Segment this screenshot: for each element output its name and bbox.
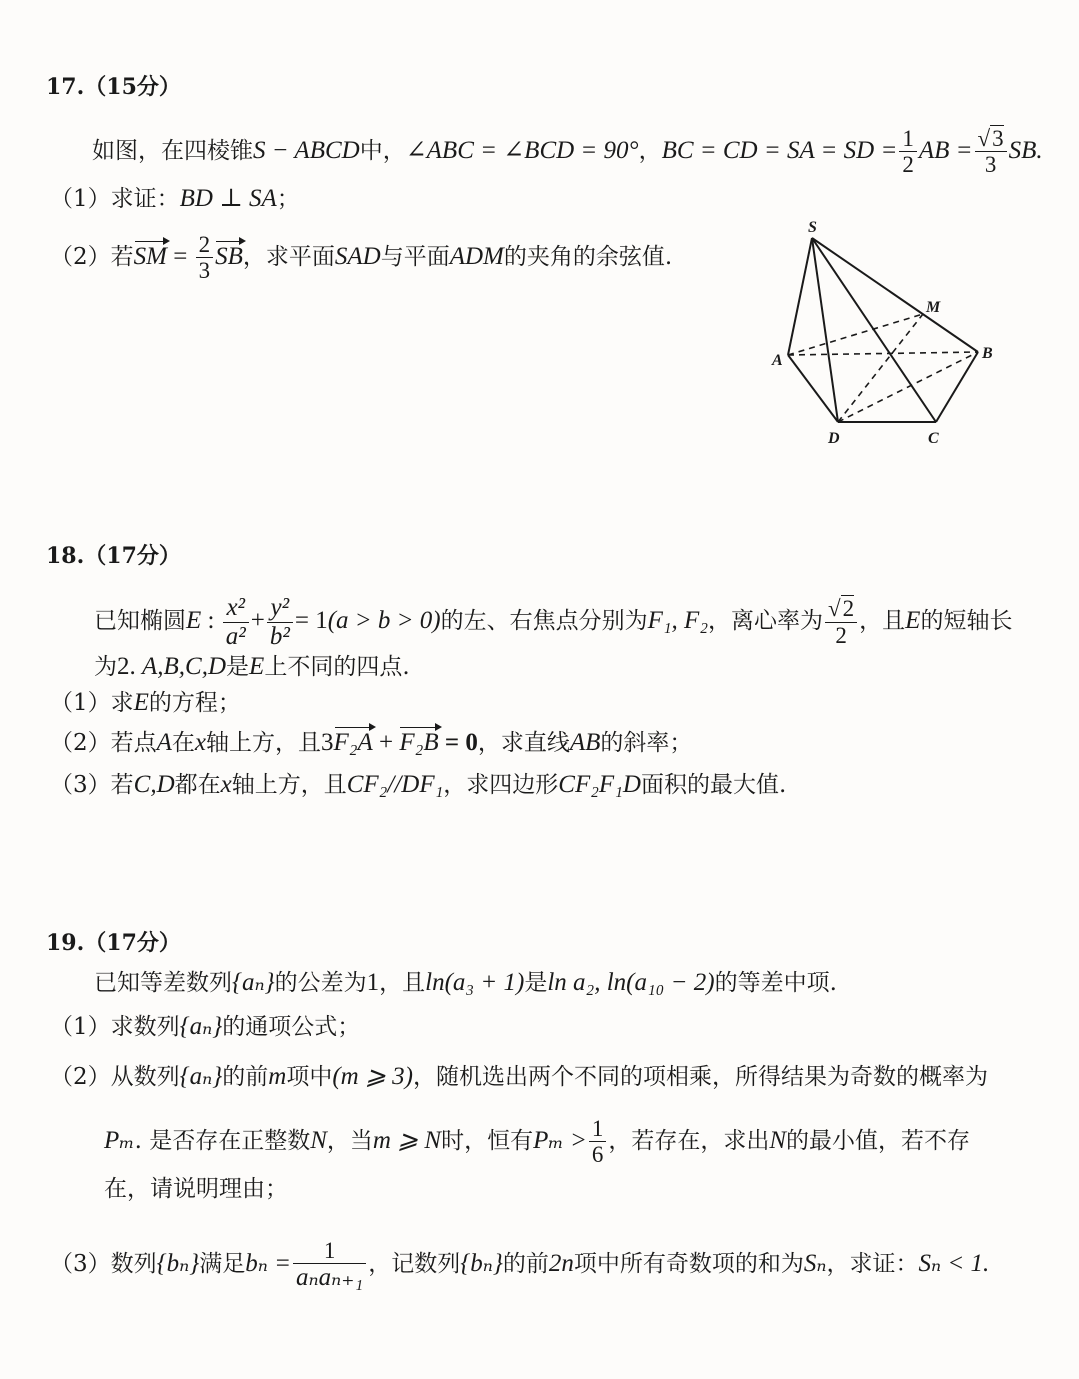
vertex-label-s: S — [808, 219, 817, 236]
q19-p2b-t3: 时，恒有 — [441, 1127, 534, 1154]
q18-eq: = 1 — [294, 607, 328, 634]
q17-part1-math: BD ⊥ SA — [179, 185, 277, 212]
edge-sa — [788, 238, 812, 355]
q18-heading: 18.（17分） — [46, 543, 181, 569]
q19-part3-t4: 项中所有奇数项的和为 — [573, 1250, 804, 1277]
q18-y-fraction: $\frac{\text{y²}}{\text{b²}}$ — [267, 594, 293, 650]
q17-part1-end: ； — [276, 186, 300, 212]
q19-l1-t1: 已知等差数列 — [94, 970, 232, 996]
q19-part3-t1: 满足 — [199, 1250, 246, 1277]
q18-l1-tail: ，且 — [859, 608, 906, 634]
q19-p2b-t4: ，若存在，求出 — [608, 1127, 770, 1154]
q19-pm-gt: Pₘ > — [533, 1126, 587, 1154]
q19-part2-t2: 项中 — [286, 1064, 333, 1090]
q19-part2-seq: {aₙ} — [179, 1063, 223, 1090]
q19-part3-t5: ，求证： — [826, 1250, 919, 1277]
q18-l2-dot: . — [129, 653, 142, 680]
q19-p2b-t1: . 是否存在正整数 — [134, 1127, 311, 1154]
q17-angles: ∠ABC = ∠BCD = 90° — [405, 136, 639, 164]
q19-bn-fraction: $\frac{1}{\text{aₙaₙ₊₁}}$ — [293, 1238, 366, 1292]
q18-ellipse-name-2: E — [905, 607, 921, 634]
q18-l2-text: 为 — [94, 654, 117, 680]
q18-coef-3: 3 — [321, 729, 334, 756]
edge-dm-hidden — [838, 314, 923, 422]
edge-ab-hidden — [788, 352, 978, 355]
q18-plus: + — [250, 607, 265, 634]
q18-part2-label: （2）若点 — [50, 730, 157, 756]
q17-plane-sad: SAD — [334, 242, 381, 270]
q18-part1-end: 的方程； — [148, 690, 241, 716]
q19-diff-one: 1 — [366, 969, 380, 996]
q18-axis-length: 2 — [117, 653, 130, 680]
q18-x-axis-2: x — [220, 771, 232, 798]
q19-part1-seq: {aₙ} — [179, 1013, 223, 1040]
q19-part2-m: m — [268, 1063, 287, 1090]
q18-x-fraction: $\frac{\text{x²}}{\text{a²}}$ — [223, 594, 249, 650]
q19-part2-line2 — [104, 1116, 970, 1168]
vertex-label-m: M — [926, 299, 941, 316]
q19-part3-t3: 的前 — [502, 1250, 549, 1277]
q18-l2-end: 上不同的四点. — [264, 654, 410, 680]
q17-intro-sep: ， — [638, 137, 662, 164]
q19-part2-t3: ，随机选出两个不同的项相乘，所得结果为奇数的概率为 — [413, 1064, 988, 1090]
q18-intro-line1 — [94, 594, 1012, 650]
q19-pm: Pₘ — [104, 1126, 135, 1154]
q18-part1-label: （1）求 — [50, 690, 134, 716]
q18-intro-line2 — [94, 652, 410, 682]
q17-part2-label: （2）若 — [50, 243, 134, 270]
q19-inequality: Sₙ < 1. — [918, 1249, 990, 1277]
q19-part1-label: （1）求数列 — [50, 1014, 180, 1040]
q19-heading: 19.（17分） — [46, 930, 181, 956]
q19-l1-t2: 的公差为 — [274, 970, 367, 996]
q18-ellipse-name: E — [186, 607, 202, 634]
q19-l1-t4: 是 — [524, 970, 548, 996]
q18-part2-t1: 在 — [171, 730, 195, 756]
q19-intro — [94, 968, 837, 998]
q18-point-a: A — [156, 729, 172, 756]
q18-part2 — [50, 728, 692, 758]
q17-half-fraction: $\frac{1}{2}$ — [899, 126, 917, 178]
q17-part1-label: （1）求证： — [50, 186, 180, 212]
q19-n: N — [310, 1126, 327, 1154]
q19-p2b-t2: ，当 — [326, 1127, 373, 1154]
q18-part3-t2: 轴上方，且 — [231, 772, 347, 798]
q18-line-ab: AB — [569, 729, 601, 756]
q19-seq-a: {aₙ} — [232, 969, 275, 996]
q19-part1 — [50, 1012, 360, 1042]
q17-ab-eq: AB = — [918, 136, 973, 164]
q18-l1-prefix: 已知椭圆 — [94, 608, 186, 634]
q18-l1-tail2: 的短轴长 — [920, 608, 1013, 634]
q19-n-2: N — [769, 1126, 787, 1154]
q19-part2-line3: 在，请说明理由； — [104, 1176, 288, 1202]
vertex-label-c: C — [928, 430, 939, 447]
q19-one-sixth: $\frac{1}{6}$ — [589, 1116, 607, 1168]
q19-part2-t1: 的前 — [222, 1064, 269, 1090]
q17-intro — [92, 126, 1043, 178]
q17-vector-sm: SM — [133, 242, 167, 270]
q19-part3-t2: ，记数列 — [368, 1250, 461, 1277]
q18-vec-plus: + — [372, 729, 400, 756]
q17-pyramid: S − ABCD — [253, 136, 360, 164]
q17-equalities: BC = CD = SA = SD = — [661, 136, 898, 164]
edge-sb — [812, 238, 978, 352]
q19-seq-b-2: {bₙ} — [460, 1249, 503, 1277]
q18-part2-t3: ，求直线 — [477, 730, 570, 756]
q17-part2 — [50, 232, 672, 284]
q18-x-axis: x — [194, 729, 207, 756]
q19-part1-end: 的通项公式； — [222, 1014, 361, 1040]
vertex-label-b: B — [982, 345, 993, 362]
q18-ecc-fraction: $\frac{√2}{2}$ — [825, 596, 857, 648]
q18-eccentricity-text: ，离心率为 — [708, 608, 824, 634]
q19-seq-b: {bₙ} — [156, 1249, 200, 1277]
q18-part3-t4: 面积的最大值. — [640, 772, 787, 798]
q18-zero: = 0 — [438, 729, 478, 756]
q19-ln-term: ln(a₃ + 1) — [425, 969, 525, 996]
q18-l1-text: 的左、右焦点分别为 — [440, 608, 648, 634]
q17-sqrt3-fraction: $\frac{√3}{3}$ — [975, 126, 1007, 178]
q19-m-ge-n: m ⩾ N — [372, 1126, 442, 1154]
q18-part1-E: E — [133, 689, 149, 716]
q19-part3 — [50, 1238, 989, 1292]
q18-vector-f2b: F₂B — [399, 729, 439, 756]
q18-points: A,B,C,D — [142, 653, 227, 680]
q19-2n: 2n — [548, 1249, 574, 1277]
q19-part2-cond: (m ⩾ 3) — [332, 1063, 413, 1090]
q19-sn: Sₙ — [803, 1249, 827, 1277]
q17-intro-mid: 中， — [359, 137, 406, 164]
q17-part2-text1: ，求平面 — [242, 243, 335, 270]
edge-sd — [812, 238, 838, 422]
q18-part3 — [50, 770, 786, 800]
q18-vector-f2a: F₂A — [333, 729, 373, 756]
q19-l1-t3: ，且 — [379, 970, 426, 996]
q18-l2-is: 是 — [226, 654, 250, 680]
q17-intro-prefix: 如图，在四棱锥 — [92, 137, 253, 164]
q19-part2-label: （2）从数列 — [50, 1064, 180, 1090]
q18-part3-label: （3）若 — [50, 772, 134, 798]
q19-bn-eq: bₙ = — [245, 1249, 292, 1277]
edge-am-hidden — [788, 314, 923, 355]
q19-part2 — [50, 1062, 988, 1092]
q17-heading: 17.（15分） — [46, 74, 181, 100]
q18-l2-ellipse: E — [249, 653, 265, 680]
edge-sc — [812, 238, 936, 422]
q18-foci: F₁, F₂ — [647, 607, 709, 634]
q18-part3-t1: 都在 — [174, 772, 221, 798]
q17-part2-text3: 的夹角的余弦值. — [503, 243, 673, 270]
q18-colon: : — [201, 607, 221, 634]
q17-plane-adm: ADM — [449, 242, 504, 270]
vertex-label-a: A — [772, 352, 783, 369]
q17-vector-sb: SB — [215, 242, 243, 270]
q19-p2b-t5: 的最小值，若不存 — [786, 1127, 971, 1154]
q18-points-cd: C,D — [133, 771, 175, 798]
pyramid-figure — [760, 210, 1010, 450]
q17-part2-eq: = — [166, 242, 194, 270]
vertex-label-d: D — [828, 430, 840, 447]
q19-ln-terms: ln a₂, ln(a₁₀ − 2) — [547, 969, 715, 996]
q18-part2-t4: 的斜率； — [600, 730, 693, 756]
q17-two-thirds-fraction: $\frac{2}{3}$ — [196, 232, 214, 284]
q18-condition: (a > b > 0) — [327, 607, 441, 634]
q18-parallel: CF₂//DF₁ — [346, 771, 444, 798]
q17-part2-text2: 与平面 — [380, 243, 450, 270]
q18-part2-t2: 轴上方，且 — [206, 730, 322, 756]
q19-l1-t5: 的等差中项. — [714, 970, 837, 996]
q17-part1 — [50, 184, 300, 214]
q18-part1 — [50, 688, 241, 718]
q18-part3-t3: ，求四边形 — [443, 772, 559, 798]
q18-quadrilateral: CF₂F₁D — [558, 771, 641, 798]
q17-sb-end: SB. — [1008, 136, 1043, 164]
q19-part3-label: （3）数列 — [50, 1250, 157, 1277]
